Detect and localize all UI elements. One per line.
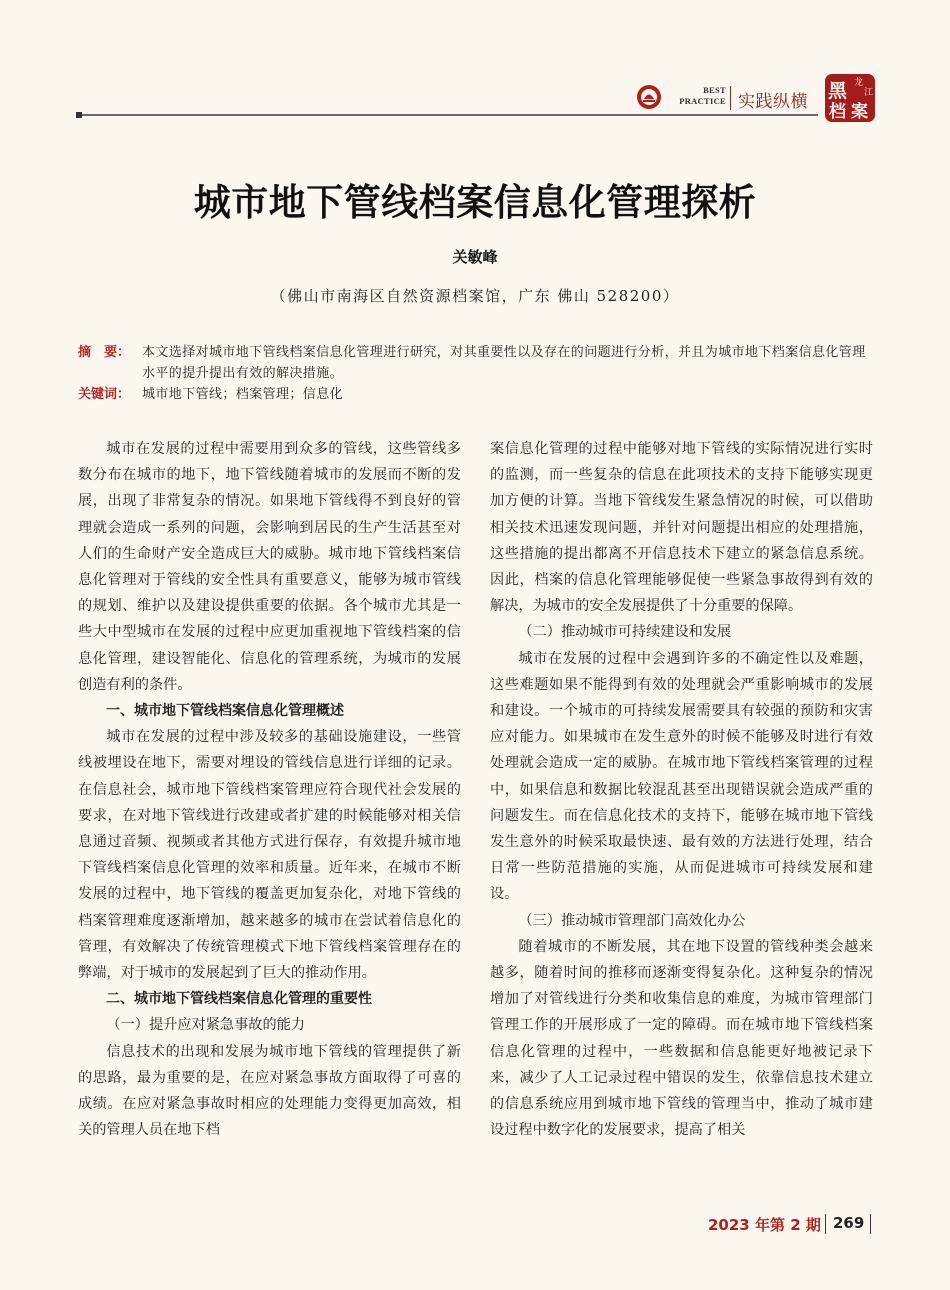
footer-divider — [825, 1214, 826, 1234]
heilongjiang-archives-seal-icon — [824, 73, 876, 123]
svg-text:黑: 黑 — [828, 80, 848, 102]
subsection-heading: （二）推动城市可持续建设和发展 — [518, 624, 732, 641]
svg-text:龙: 龙 — [854, 78, 864, 88]
paragraph: 城市在发展的过程中会遇到许多的不确定性以及难题，这些难题如果不能得到有效的处理就会严重影响城市的发展和建设。一个城市的可持续发展需要具有较强的预防和灾害应对能力。如果城市在发生意外的时候不能够及时进行有效处理就会造成一定的威胁。在城市地下管线档案管理的过程中，如果信息和数据比较混乱甚至出现错误就会造成严重的问题发生。而在信息化技术的支持下，能够在城市地下管线发生意外的时候采取最快速、最有效的方法进行处理，结合日常一些防范措施的实施，从而促进城市可持续发展和建设。 — [490, 650, 873, 903]
subsection-heading: （三）推动城市管理部门高效化办公 — [518, 912, 746, 929]
abstract-row — [78, 342, 878, 384]
section-heading: 一、城市地下管线档案信息化管理概述 — [106, 703, 344, 720]
paragraph: 信息技术的出现和发展为城市地下管线的管理提供了新的思路，最为重要的是，在应对紧急事故方面取得了可喜的成绩。在应对紧急事故时相应的处理能力变得更加高效，相关的管理人员在地下档 — [78, 1043, 461, 1139]
abstract-section — [78, 342, 878, 405]
section-label: 实践纵横 — [738, 92, 808, 112]
keywords-text: 城市地下管线；档案管理；信息化 — [142, 387, 344, 402]
page-number: 269 — [833, 1214, 865, 1232]
abstract-text: 本文选择对城市地下管线档案信息化管理进行研究，对其重要性以及存在的问题进行分析，并且为城市地下档案信息化管理水平的提升提出有效的解决措施。 — [142, 345, 866, 381]
svg-text:案: 案 — [851, 102, 868, 122]
keywords-label: 关键词： — [78, 387, 131, 402]
paragraph: 城市在发展的过程中涉及较多的基础设施建设，一些管线被埋设在地下，需要对埋设的管线信息进行详细的记录。在信息社会，城市地下管线档案管理应符合现代社会发展的要求，在对地下管线进行改建或者扩建的时候能够对相关信息通过音频、视频或者其他方式进行保存，有效提升城市地下管线档案信息化管理的效率和质量。近年来，在城市不断发展的过程中，地下管线的覆盖更加复杂化，对地下管线的档案管理难度逐渐增加，越来越多的城市在尝试着信息化的管理，有效解决了传统管理模式下地下管线档案管理存在的弊端，对于城市的发展起到了巨大的推动作用。 — [78, 729, 461, 982]
article-author: 关敏峰 — [452, 248, 498, 266]
keywords-row — [78, 384, 878, 405]
paragraph-continued: 案信息化管理的过程中能够对地下管线的实际情况进行实时的监测，而一些复杂的信息在此项技术的支持下能够实现更加方便的计算。当地下管线发生紧急情况的时候，可以借助相关技术迅速发现问题，并针对问题提出相应的处理措施，这些措施的提出都离不开信息技术下建立的紧急信息系统。因此，档案的信息化管理能够促使一些紧急事故得到有效的解决，为城市的安全发展提供了十分重要的保障。 — [490, 441, 873, 615]
abstract-label: 摘 要： — [78, 345, 131, 360]
body-column-right — [490, 436, 873, 1143]
issue-label: 2023 年第 2 期 — [708, 1216, 821, 1234]
section-heading: 二、城市地下管线档案信息化管理的重要性 — [106, 991, 372, 1008]
best-practice-text: BEST PRACTICE — [679, 85, 726, 106]
author-affiliation: （佛山市南海区自然资源档案馆，广东 佛山 528200） — [270, 287, 680, 305]
paragraph: 城市在发展的过程中需要用到众多的管线，这些管线多数分布在城市的地下，地下管线随着城市的发展而不断的发展，出现了非常复杂的情况。如果地下管线得不到良好的管理就会造成一系列的问题，会影响到居民的生产生活甚至对人们的生命财产安全造成巨大的威胁。城市地下管线档案信息化管理对于管线的安全性具有重要意义，能够为城市管线的规划、维护以及建设提供重要的依据。各个城市尤其是一些大中型城市在发展的过程中应更加重视地下管线档案的信息化管理，建设智能化、信息化的管理系统，为城市的发展创造有利的条件。 — [78, 441, 461, 693]
header-divider — [730, 86, 731, 110]
subsection-heading: （一）提升应对紧急事故的能力 — [106, 1017, 306, 1034]
paragraph: 随着城市的不断发展，其在地下设置的管线种类会越来越多，随着时间的推移而逐渐变得复杂化。这种复杂的情况增加了对管线进行分类和收集信息的难度，为城市管理部门管理工作的开展形成了一定的障碍。而在城市地下管线档案信息化管理的过程中，一些数据和信息能更好地被记录下来，减少了人工记录过程中错误的发生，依靠信息技术建立的信息系统应用到城市地下管线的管理当中，推动了城市建设过程中数字化的发展要求，提高了相关 — [490, 938, 873, 1139]
article-title: 城市地下管线档案信息化管理探析 — [193, 181, 757, 224]
svg-text:江: 江 — [864, 88, 874, 98]
header-rule — [78, 114, 818, 116]
svg-text:档: 档 — [829, 102, 846, 122]
best-practice-logo-icon — [636, 84, 662, 110]
body-column-left — [78, 436, 461, 1143]
footer-tick — [870, 1214, 871, 1234]
page-header — [0, 0, 950, 130]
